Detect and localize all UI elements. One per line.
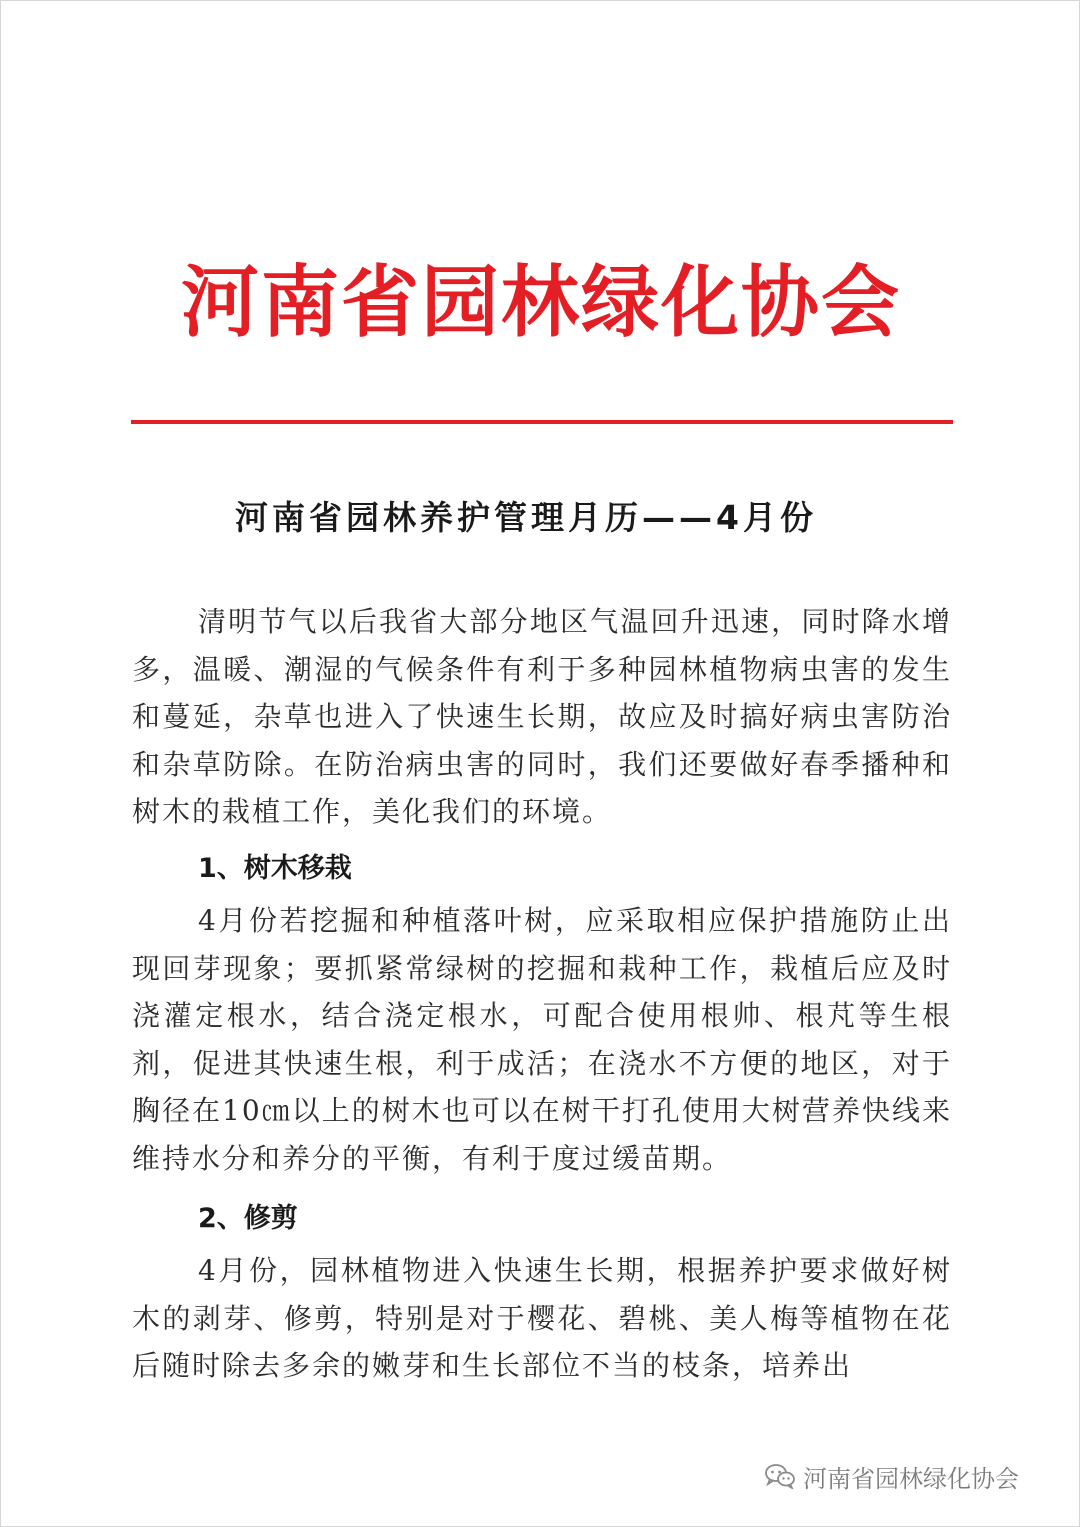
section-paragraph-tree-transplant: 4月份若挖掘和种植落叶树，应采取相应保护措施防止出现回芽现象；要抓紧常绿树的挖掘和栽种工作，栽植后应及时浇灌定根水，结合浇定根水，可配合使用根帅、根芃等生根剂，促进其快速生根，利于成活；在浇水不方便的地区，对于胸径在10㎝以上的树木也可以在树干打孔使用大树营养快线来维持水分和养分的平衡，有利于度过缓苗期。: [132, 904, 952, 1175]
section-heading-pruning: 2、修剪: [198, 1203, 298, 1234]
section-paragraph-pruning: 4月份，园林植物进入快速生长期，根据养护要求做好树木的剥芽、修剪，特别是对于樱花、碧桃、美人梅等植物在花后随时除去多余的嫩芽和生长部位不当的枝条，培养出: [132, 1254, 952, 1382]
watermark: [765, 1456, 1019, 1496]
watermark-label: 河南省园林绿化协会: [803, 1464, 1019, 1493]
intro-paragraph: 清明节气以后我省大部分地区气温回升迅速，同时降水增多，温暖、潮湿的气候条件有利于多种园林植物病虫害的发生和蔓延，杂草也进入了快速生长期，故应及时搞好病虫害防治和杂草防除。在防治病虫害的同时，我们还要做好春季播种和树木的栽植工作，美化我们的环境。: [132, 605, 952, 828]
document-title: 河南省园林养护管理月历——4月份: [235, 498, 817, 537]
organization-heading: 河南省园林绿化协会: [180, 257, 901, 348]
section-heading-tree-transplant: 1、树木移栽: [198, 853, 352, 884]
header-divider: [131, 420, 953, 424]
wechat-icon: [765, 1463, 795, 1489]
